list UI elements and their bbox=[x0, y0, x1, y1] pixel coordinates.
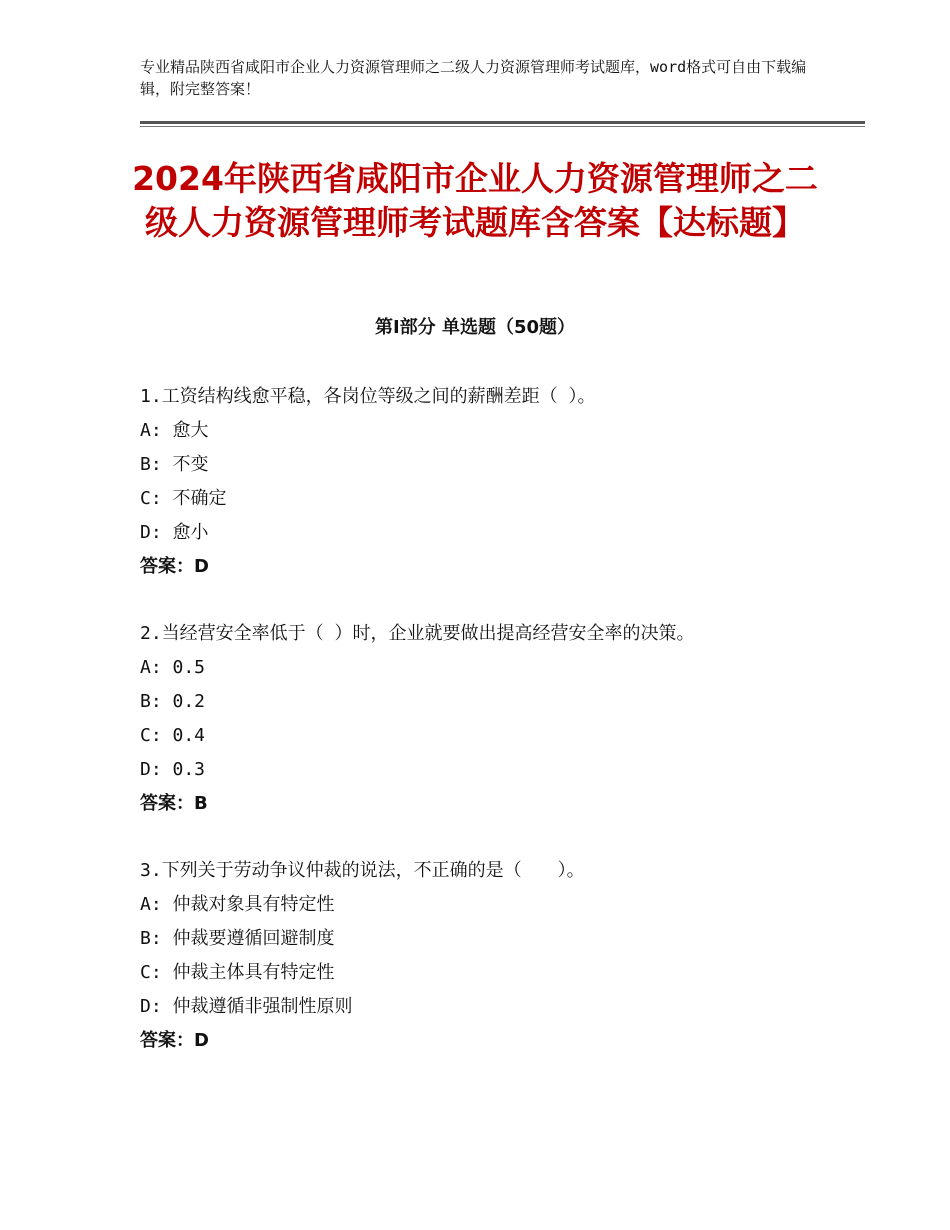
option-d: D: 0.3 bbox=[140, 759, 206, 780]
answer-line: 答案：D bbox=[140, 1030, 209, 1051]
question-stem: 3.下列关于劳动争议仲裁的说法，不正确的是（ ）。 bbox=[140, 860, 585, 881]
header-note: 专业精品陕西省咸阳市企业人力资源管理师之二级人力资源管理师考试题库，word格式可自由下载编辑，附完整答案！ bbox=[140, 58, 807, 98]
option-a: A: 仲裁对象具有特定性 bbox=[140, 894, 335, 915]
question-stem: 1.工资结构线愈平稳，各岗位等级之间的薪酬差距（ ）。 bbox=[140, 386, 596, 407]
option-c: C: 不确定 bbox=[140, 488, 227, 509]
answer-line: 答案：B bbox=[140, 793, 208, 814]
section-title: 第Ⅰ部分 单选题（50题） bbox=[374, 317, 575, 338]
question-2 bbox=[140, 617, 840, 821]
question-stem: 2.当经营安全率低于（ ）时，企业就要做出提高经营安全率的决策。 bbox=[140, 623, 695, 644]
question-list bbox=[140, 380, 840, 1091]
header-rule-thick bbox=[140, 121, 865, 124]
option-c: C: 仲裁主体具有特定性 bbox=[140, 962, 335, 983]
option-b: B: 不变 bbox=[140, 454, 209, 475]
document-title: 2024年陕西省咸阳市企业人力资源管理师之二级人力资源管理师考试题库含答案【达标题】 bbox=[132, 159, 818, 242]
option-a: A: 0.5 bbox=[140, 657, 206, 678]
answer-line: 答案：D bbox=[140, 556, 209, 577]
option-c: C: 0.4 bbox=[140, 725, 206, 746]
option-b: B: 0.2 bbox=[140, 691, 206, 712]
option-d: D: 仲裁遵循非强制性原则 bbox=[140, 996, 353, 1017]
option-b: B: 仲裁要遵循回避制度 bbox=[140, 928, 335, 949]
header-rule-thin bbox=[140, 126, 865, 127]
question-3 bbox=[140, 854, 840, 1058]
question-1 bbox=[140, 380, 840, 584]
option-d: D: 愈小 bbox=[140, 522, 209, 543]
option-a: A: 愈大 bbox=[140, 420, 209, 441]
